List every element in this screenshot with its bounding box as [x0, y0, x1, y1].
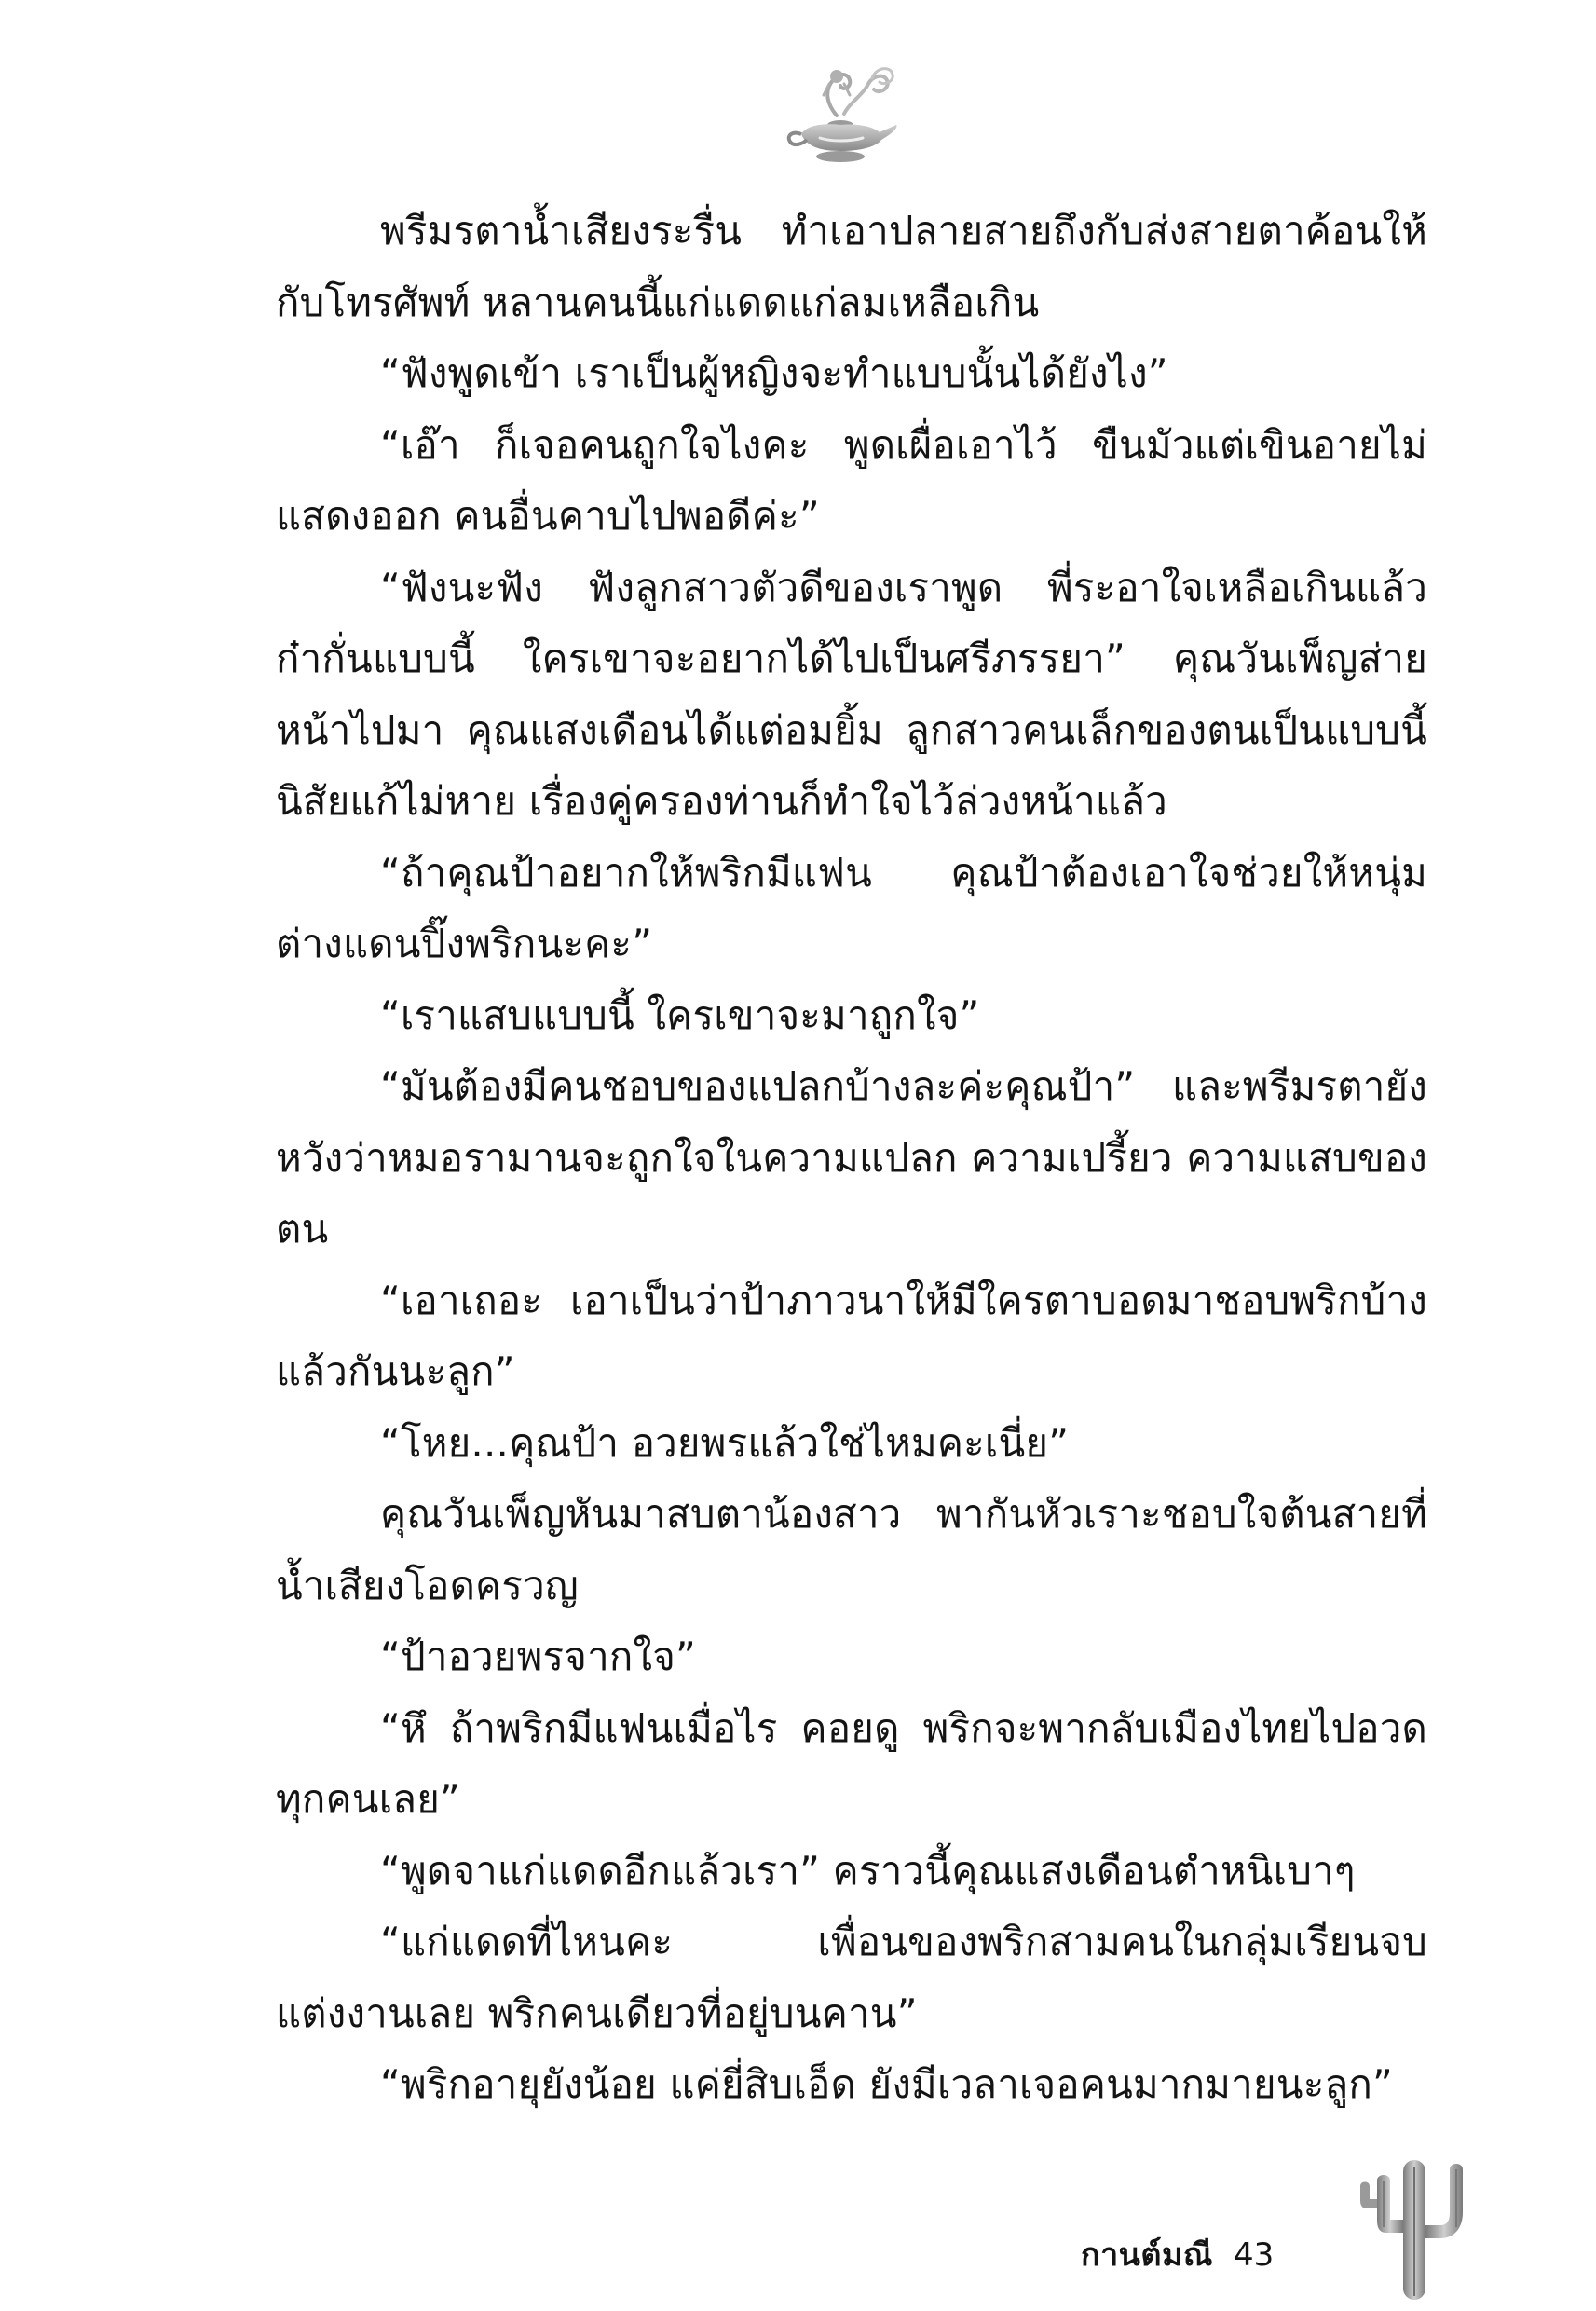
paragraph: “เราแสบแบบนี้ ใครเขาจะมาถูกใจ”: [380, 991, 980, 1038]
paragraph: “เอาเถอะ เอาเป็นว่าป้าภาวนาให้มีใครตาบอดมาชอบพริกบ้างแล้วกันนะลูก”: [276, 1277, 1427, 1394]
paragraph: “เอ๊า ก็เจอคนถูกใจไงคะ พูดเผื่อเอาไว้ ขืนมัวแต่เขินอายไม่แสดงออก คนอื่นคาบไปพอดีค่ะ”: [276, 421, 1427, 539]
cactus-icon: [1358, 2143, 1470, 2304]
page-footer: [1081, 2229, 1274, 2279]
paragraph: พรีมรตาน้ำเสียงระรื่น ทำเอาปลายสายถึงกับส่งสายตาค้อนให้กับโทรศัพท์ หลานคนนี้แก่แดดแก่ลมเหลือเกิน: [276, 208, 1427, 325]
body-text: [276, 196, 1427, 2121]
paragraph: “พูดจาแก่แดดอีกแล้วเรา” คราวนี้คุณแสงเดือนตำหนิเบาๆ: [380, 1847, 1356, 1894]
paragraph: คุณวันเพ็ญหันมาสบตาน้องสาว พากันหัวเราะชอบใจต้นสายที่น้ำเสียงโอดครวญ: [276, 1491, 1427, 1608]
paragraph: “ฟังพูดเข้า เราเป็นผู้หญิงจะทำแบบนั้นได้ยังไง”: [380, 350, 1168, 396]
magic-lamp-icon: [783, 58, 904, 168]
paragraph: “ถ้าคุณป้าอยากให้พริกมีแฟน คุณป้าต้องเอาใจช่วยให้หนุ่มต่างแดนปิ๊งพริกนะคะ”: [276, 849, 1427, 966]
paragraph: “ป้าอวยพรจากใจ”: [380, 1634, 696, 1679]
paragraph: “แก่แดดที่ไหนคะ เพื่อนของพริกสามคนในกลุ่มเรียนจบแต่งงานเลย พริกคนเดียวที่อยู่บนคาน”: [276, 1919, 1427, 2036]
author-name: กานต์มณี: [1081, 2236, 1213, 2274]
paragraph: “หึ ถ้าพริกมีแฟนเมื่อไร คอยดู พริกจะพากลับเมืองไทยไปอวดทุกคนเลย”: [276, 1704, 1427, 1822]
page-number: 43: [1233, 2236, 1275, 2274]
paragraph: “โหย...คุณป้า อวยพรแล้วใช่ไหมคะเนี่ย”: [380, 1419, 1070, 1466]
paragraph: “มันต้องมีคนชอบของแปลกบ้างละค่ะคุณป้า” และพรีมรตายังหวังว่าหมอรามานจะถูกใจในความแปลก ความเปรี้ยว ความแสบของตน: [276, 1063, 1427, 1251]
paragraph: “ฟังนะฟัง ฟังลูกสาวตัวดีของเราพูด พี่ระอาใจเหลือเกินแล้ว ก๋ากั่นแบบนี้ ใครเขาจะอยากได้ไปเป็นศรีภรรยา” คุณวันเพ็ญส่ายหน้าไปมา คุณแสงเดือนได้แต่อมยิ้ม ลูกสาวคนเล็กของตนเป็นแบบนี้นิสัยแก้ไม่หาย เรื่องคู่ครองท่านก็ทำใจไว้ล่วงหน้าแล้ว: [276, 564, 1427, 824]
paragraph: “พริกอายุยังน้อย แค่ยี่สิบเอ็ด ยังมีเวลาเจอคนมากมายนะลูก”: [380, 2061, 1393, 2107]
